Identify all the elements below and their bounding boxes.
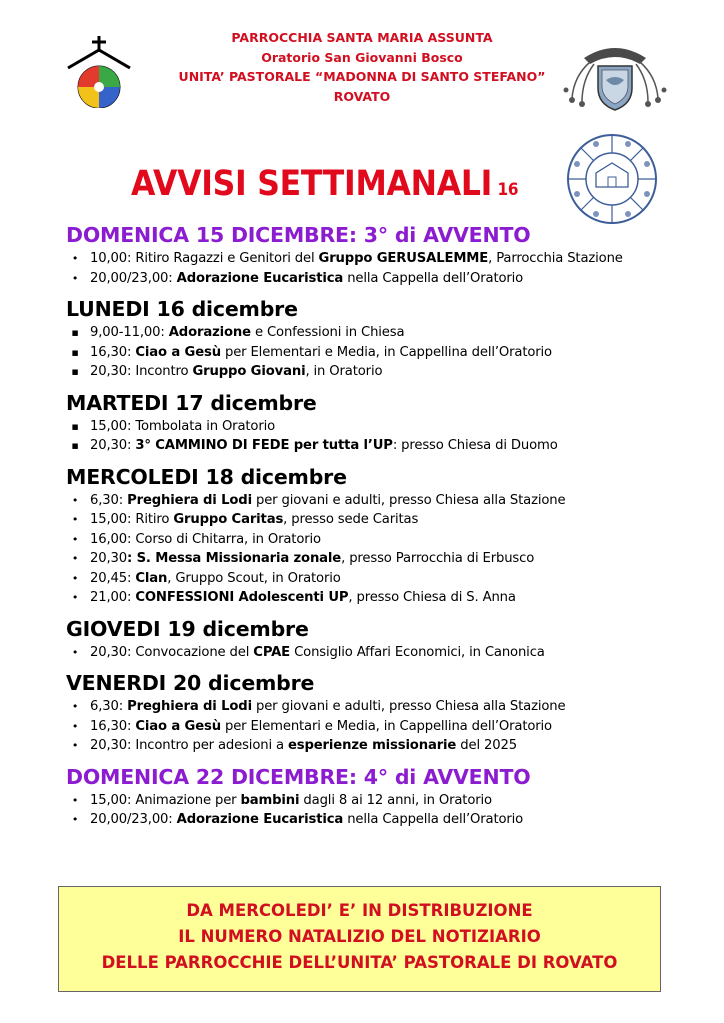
bullet-icon: • <box>71 793 79 807</box>
event-highlight: Gruppo GERUSALEMME <box>318 251 489 266</box>
event-text: , presso sede Caritas <box>283 512 419 527</box>
event-list <box>66 417 686 456</box>
day-section <box>66 670 686 756</box>
event-item <box>66 362 686 382</box>
issue-number: 16 <box>497 180 519 200</box>
coat-of-arms-logo <box>554 40 676 112</box>
event-highlight: CPAE <box>253 644 291 660</box>
bullet-icon: ▪ <box>71 326 79 339</box>
event-text: e Confessioni in Chiesa <box>250 325 405 340</box>
bullet-icon: • <box>71 739 79 752</box>
event-item <box>66 323 686 343</box>
event-highlight: Ciao a Gesù <box>135 344 221 360</box>
event-item <box>66 791 686 811</box>
event-item <box>66 736 686 756</box>
event-text: dagli 8 ai 12 anni, in Oratorio <box>299 792 492 808</box>
bullet-icon: • <box>71 532 79 546</box>
event-text: per giovani e adulti, presso Chiesa alla Stazione <box>251 492 566 508</box>
bullet-icon: • <box>71 591 79 604</box>
bullet-icon: • <box>71 271 79 285</box>
event-text: 20,30: Incontro per adesioni a <box>90 738 288 753</box>
event-text: 20,00/23,00: <box>90 812 177 827</box>
day-heading: VENERDI 20 dicembre <box>66 671 315 695</box>
day-section <box>66 296 686 382</box>
event-item <box>66 436 686 456</box>
event-item <box>66 810 686 830</box>
event-text: del 2025 <box>456 738 517 753</box>
title-text: AVVISI SETTIMANALI <box>131 164 493 204</box>
day-section <box>66 616 686 663</box>
event-highlight: Adorazione Eucaristica <box>176 812 344 827</box>
day-section <box>66 222 686 288</box>
event-highlight: Preghiera di Lodi <box>127 699 252 714</box>
event-text: , presso Parrocchia di Erbusco <box>341 551 535 566</box>
event-item <box>66 510 686 530</box>
bullet-icon: ▪ <box>71 365 79 378</box>
town-name: ROVATO <box>333 88 391 104</box>
event-highlight: Preghiera di Lodi <box>127 492 252 508</box>
pastoral-unit-seal-logo <box>566 133 658 225</box>
event-text: nella Cappella dell’Oratorio <box>343 270 524 286</box>
event-item <box>66 343 686 363</box>
event-item <box>66 249 686 269</box>
event-text: 21,00: <box>90 590 136 605</box>
event-text: 20,30: Convocazione del <box>90 644 254 660</box>
event-text: Consiglio Affari Economici, in Canonica <box>290 644 545 660</box>
event-item <box>66 588 686 608</box>
event-highlight: Gruppo Caritas <box>173 512 284 527</box>
event-text: 15,00: Tombolata in Oratorio <box>90 418 276 434</box>
event-text: 6,30: <box>90 492 128 508</box>
bullet-icon: ▪ <box>71 439 79 452</box>
notice-line-2: IL NUMERO NATALIZIO DEL NOTIZIARIO <box>178 927 541 946</box>
event-text: nella Cappella dell’Oratorio <box>343 812 524 827</box>
day-section <box>66 464 686 608</box>
event-item <box>66 697 686 717</box>
event-highlight: Ciao a Gesù <box>135 718 221 734</box>
event-text: 20,30: <box>90 438 136 453</box>
oratory-name: Oratorio San Giovanni Bosco <box>261 49 463 65</box>
event-item <box>66 269 686 289</box>
event-list <box>66 491 686 608</box>
bullet-icon: • <box>71 513 79 526</box>
bullet-icon: • <box>71 813 79 826</box>
day-heading: LUNEDI 16 dicembre <box>66 297 298 321</box>
event-highlight: bambini <box>240 792 300 808</box>
event-text: , Parrocchia Stazione <box>488 251 623 266</box>
event-item <box>66 549 686 569</box>
event-item <box>66 643 686 663</box>
event-highlight: esperienze missionarie <box>287 738 457 753</box>
event-item <box>66 491 686 511</box>
page-title <box>131 164 518 204</box>
weekly-schedule <box>66 222 686 838</box>
bullet-icon: • <box>71 552 79 565</box>
day-heading: GIOVEDI 19 dicembre <box>66 616 309 641</box>
event-text: 16,30: <box>90 718 136 734</box>
event-list <box>66 643 686 663</box>
bullet-icon: ▪ <box>71 419 79 433</box>
event-text: per Elementari e Media, in Cappellina dell’Oratorio <box>220 344 552 360</box>
event-text: 6,30: <box>90 699 128 714</box>
parish-name: PARROCCHIA SANTA MARIA ASSUNTA <box>231 30 493 45</box>
event-text: 20,45: <box>90 570 136 586</box>
event-text: 20,30 <box>90 551 128 566</box>
event-highlight: Adorazione <box>168 325 251 340</box>
event-text: 15,00: Ritiro <box>90 512 174 527</box>
event-item <box>66 569 686 589</box>
event-item <box>66 530 686 550</box>
event-text: per Elementari e Media, in Cappellina dell’Oratorio <box>220 718 552 734</box>
event-text: , Gruppo Scout, in Oratorio <box>167 570 341 586</box>
event-text: 20,00/23,00: <box>90 270 177 286</box>
event-list <box>66 697 686 756</box>
event-list <box>66 249 686 288</box>
event-highlight: : S. Messa Missionaria zonale <box>127 551 342 566</box>
event-highlight: Gruppo Giovani <box>192 364 306 379</box>
bullet-icon: • <box>71 252 79 265</box>
event-highlight: Adorazione Eucaristica <box>176 270 344 286</box>
event-highlight: Clan <box>135 570 168 586</box>
day-heading: DOMENICA 15 DICEMBRE: 3° di AVVENTO <box>66 223 531 247</box>
bullet-icon: ▪ <box>71 345 79 359</box>
event-text: per giovani e adulti, presso Chiesa alla Stazione <box>251 699 566 714</box>
day-heading: MARTEDI 17 dicembre <box>66 390 317 415</box>
bullet-icon: • <box>71 719 79 733</box>
event-highlight: CONFESSIONI Adolescenti UP <box>135 590 349 605</box>
event-text: 20,30: Incontro <box>90 364 193 379</box>
event-item <box>66 417 686 437</box>
bullet-icon: • <box>71 645 79 659</box>
event-text: 15,00: Animazione per <box>90 792 241 808</box>
event-item <box>66 717 686 737</box>
event-text: , presso Chiesa di S. Anna <box>348 590 516 605</box>
event-text: 9,00-11,00: <box>90 325 169 340</box>
event-text: 10,00: Ritiro Ragazzi e Genitori del <box>90 251 319 266</box>
notice-line-1: DA MERCOLEDI’ E’ IN DISTRIBUZIONE <box>186 901 533 920</box>
bullet-icon: • <box>71 493 79 507</box>
day-heading: DOMENICA 22 DICEMBRE: 4° di AVVENTO <box>66 764 531 789</box>
event-list <box>66 791 686 830</box>
event-highlight: 3° CAMMINO DI FEDE per tutta l’UP <box>135 438 393 453</box>
day-section <box>66 764 686 830</box>
event-text: , in Oratorio <box>305 364 383 379</box>
pastoral-unit-name: UNITA’ PASTORALE “MADONNA DI SANTO STEFANO” <box>178 69 546 84</box>
day-section <box>66 390 686 456</box>
event-list <box>66 323 686 382</box>
event-text: 16,30: <box>90 344 136 360</box>
bullet-icon: • <box>71 571 79 585</box>
bullet-icon: • <box>71 700 79 713</box>
notice-box <box>58 886 661 992</box>
notice-line-3: DELLE PARROCCHIE DELL’UNITA’ PASTORALE DI ROVATO <box>101 953 618 972</box>
event-text: : presso Chiesa di Duomo <box>392 438 558 453</box>
event-text: 16,00: Corso di Chitarra, in Oratorio <box>90 531 321 547</box>
day-heading: MERCOLEDI 18 dicembre <box>66 464 347 489</box>
